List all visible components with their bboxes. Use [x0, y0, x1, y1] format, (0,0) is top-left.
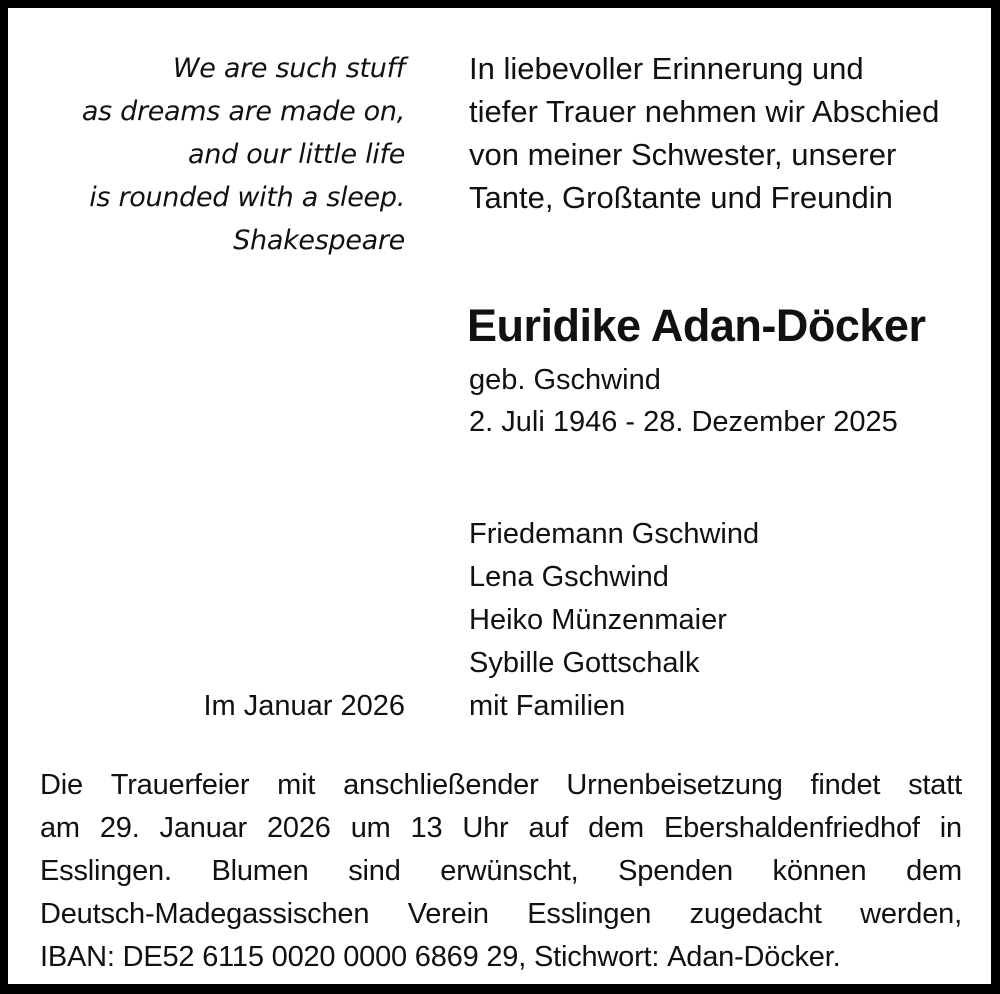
word: 13 [410, 812, 443, 844]
word: 0000 [343, 941, 407, 973]
word: anschließender [343, 769, 539, 801]
word: 29. [99, 812, 140, 844]
mourner-families: mit Familien [469, 690, 626, 722]
word: erwünscht, [440, 855, 579, 887]
word: Esslingen. [40, 855, 172, 887]
word: Die [40, 769, 83, 801]
funeral-details [40, 764, 962, 979]
mourner: Heiko Münzenmaier [469, 604, 727, 636]
quote-line: and our little life [188, 139, 405, 170]
word: auf [528, 812, 569, 844]
intro-line: Tante, Großtante und Freundin [469, 180, 893, 215]
word: IBAN: [40, 941, 115, 973]
word: am [40, 812, 80, 844]
notice-date: Im Januar 2026 [203, 690, 405, 722]
word: Stichwort: [533, 941, 660, 973]
word: 6115 [202, 941, 264, 973]
quote-author: Shakespeare [233, 225, 405, 256]
word: Spenden [618, 855, 733, 887]
life-dates: 2. Juli 1946 - 28. Dezember 2025 [469, 406, 898, 438]
details-line [40, 893, 962, 936]
mourners-list [469, 513, 759, 728]
quote-line: as dreams are made on, [81, 96, 405, 127]
word: Adan-Döcker. [667, 941, 841, 973]
intro-line: tiefer Trauer nehmen wir Abschied [469, 94, 940, 129]
intro-line: In liebevoller Erinnerung und [469, 51, 864, 86]
obituary-notice [8, 8, 991, 984]
details-line [40, 850, 962, 893]
mourner: Sybille Gottschalk [469, 647, 700, 679]
word: Januar [159, 812, 248, 844]
word: Ebershaldenfriedhof [663, 812, 920, 844]
mourner: Lena Gschwind [469, 561, 669, 593]
details-line-iban [40, 936, 962, 979]
details-line [40, 807, 962, 850]
word: findet [810, 769, 881, 801]
word: zugedacht [689, 898, 822, 930]
intro-text [469, 47, 939, 219]
details-line [40, 764, 962, 807]
word: Deutsch-Madegassischen [40, 898, 370, 930]
word: Blumen [211, 855, 309, 887]
quote-line: We are such stuff [172, 53, 405, 84]
word: mit [277, 769, 316, 801]
deceased-name: Euridike Adan-Döcker [467, 300, 926, 351]
word: Uhr [462, 812, 509, 844]
quote-line: is rounded with a sleep. [89, 182, 405, 213]
word: sind [348, 855, 401, 887]
word: Trauerfeier [110, 769, 250, 801]
word: werden, [860, 898, 962, 930]
word: können [772, 855, 867, 887]
shakespeare-quote [5, 47, 405, 262]
word: Verein [407, 898, 489, 930]
word: 2026 [267, 812, 331, 844]
word: in [939, 812, 962, 844]
word: statt [908, 769, 962, 801]
word: 0020 [271, 941, 336, 973]
born-name: geb. Gschwind [469, 364, 661, 396]
word: DE52 [122, 941, 195, 973]
intro-line: von meiner Schwester, unserer [469, 137, 897, 172]
word: um [350, 812, 391, 844]
word: dem [906, 855, 962, 887]
word: 6869 [414, 941, 479, 973]
word: 29, [486, 941, 527, 973]
word: dem [588, 812, 644, 844]
word: Esslingen [527, 898, 652, 930]
word: Urnenbeisetzung [566, 769, 783, 801]
mourner: Friedemann Gschwind [469, 518, 760, 550]
